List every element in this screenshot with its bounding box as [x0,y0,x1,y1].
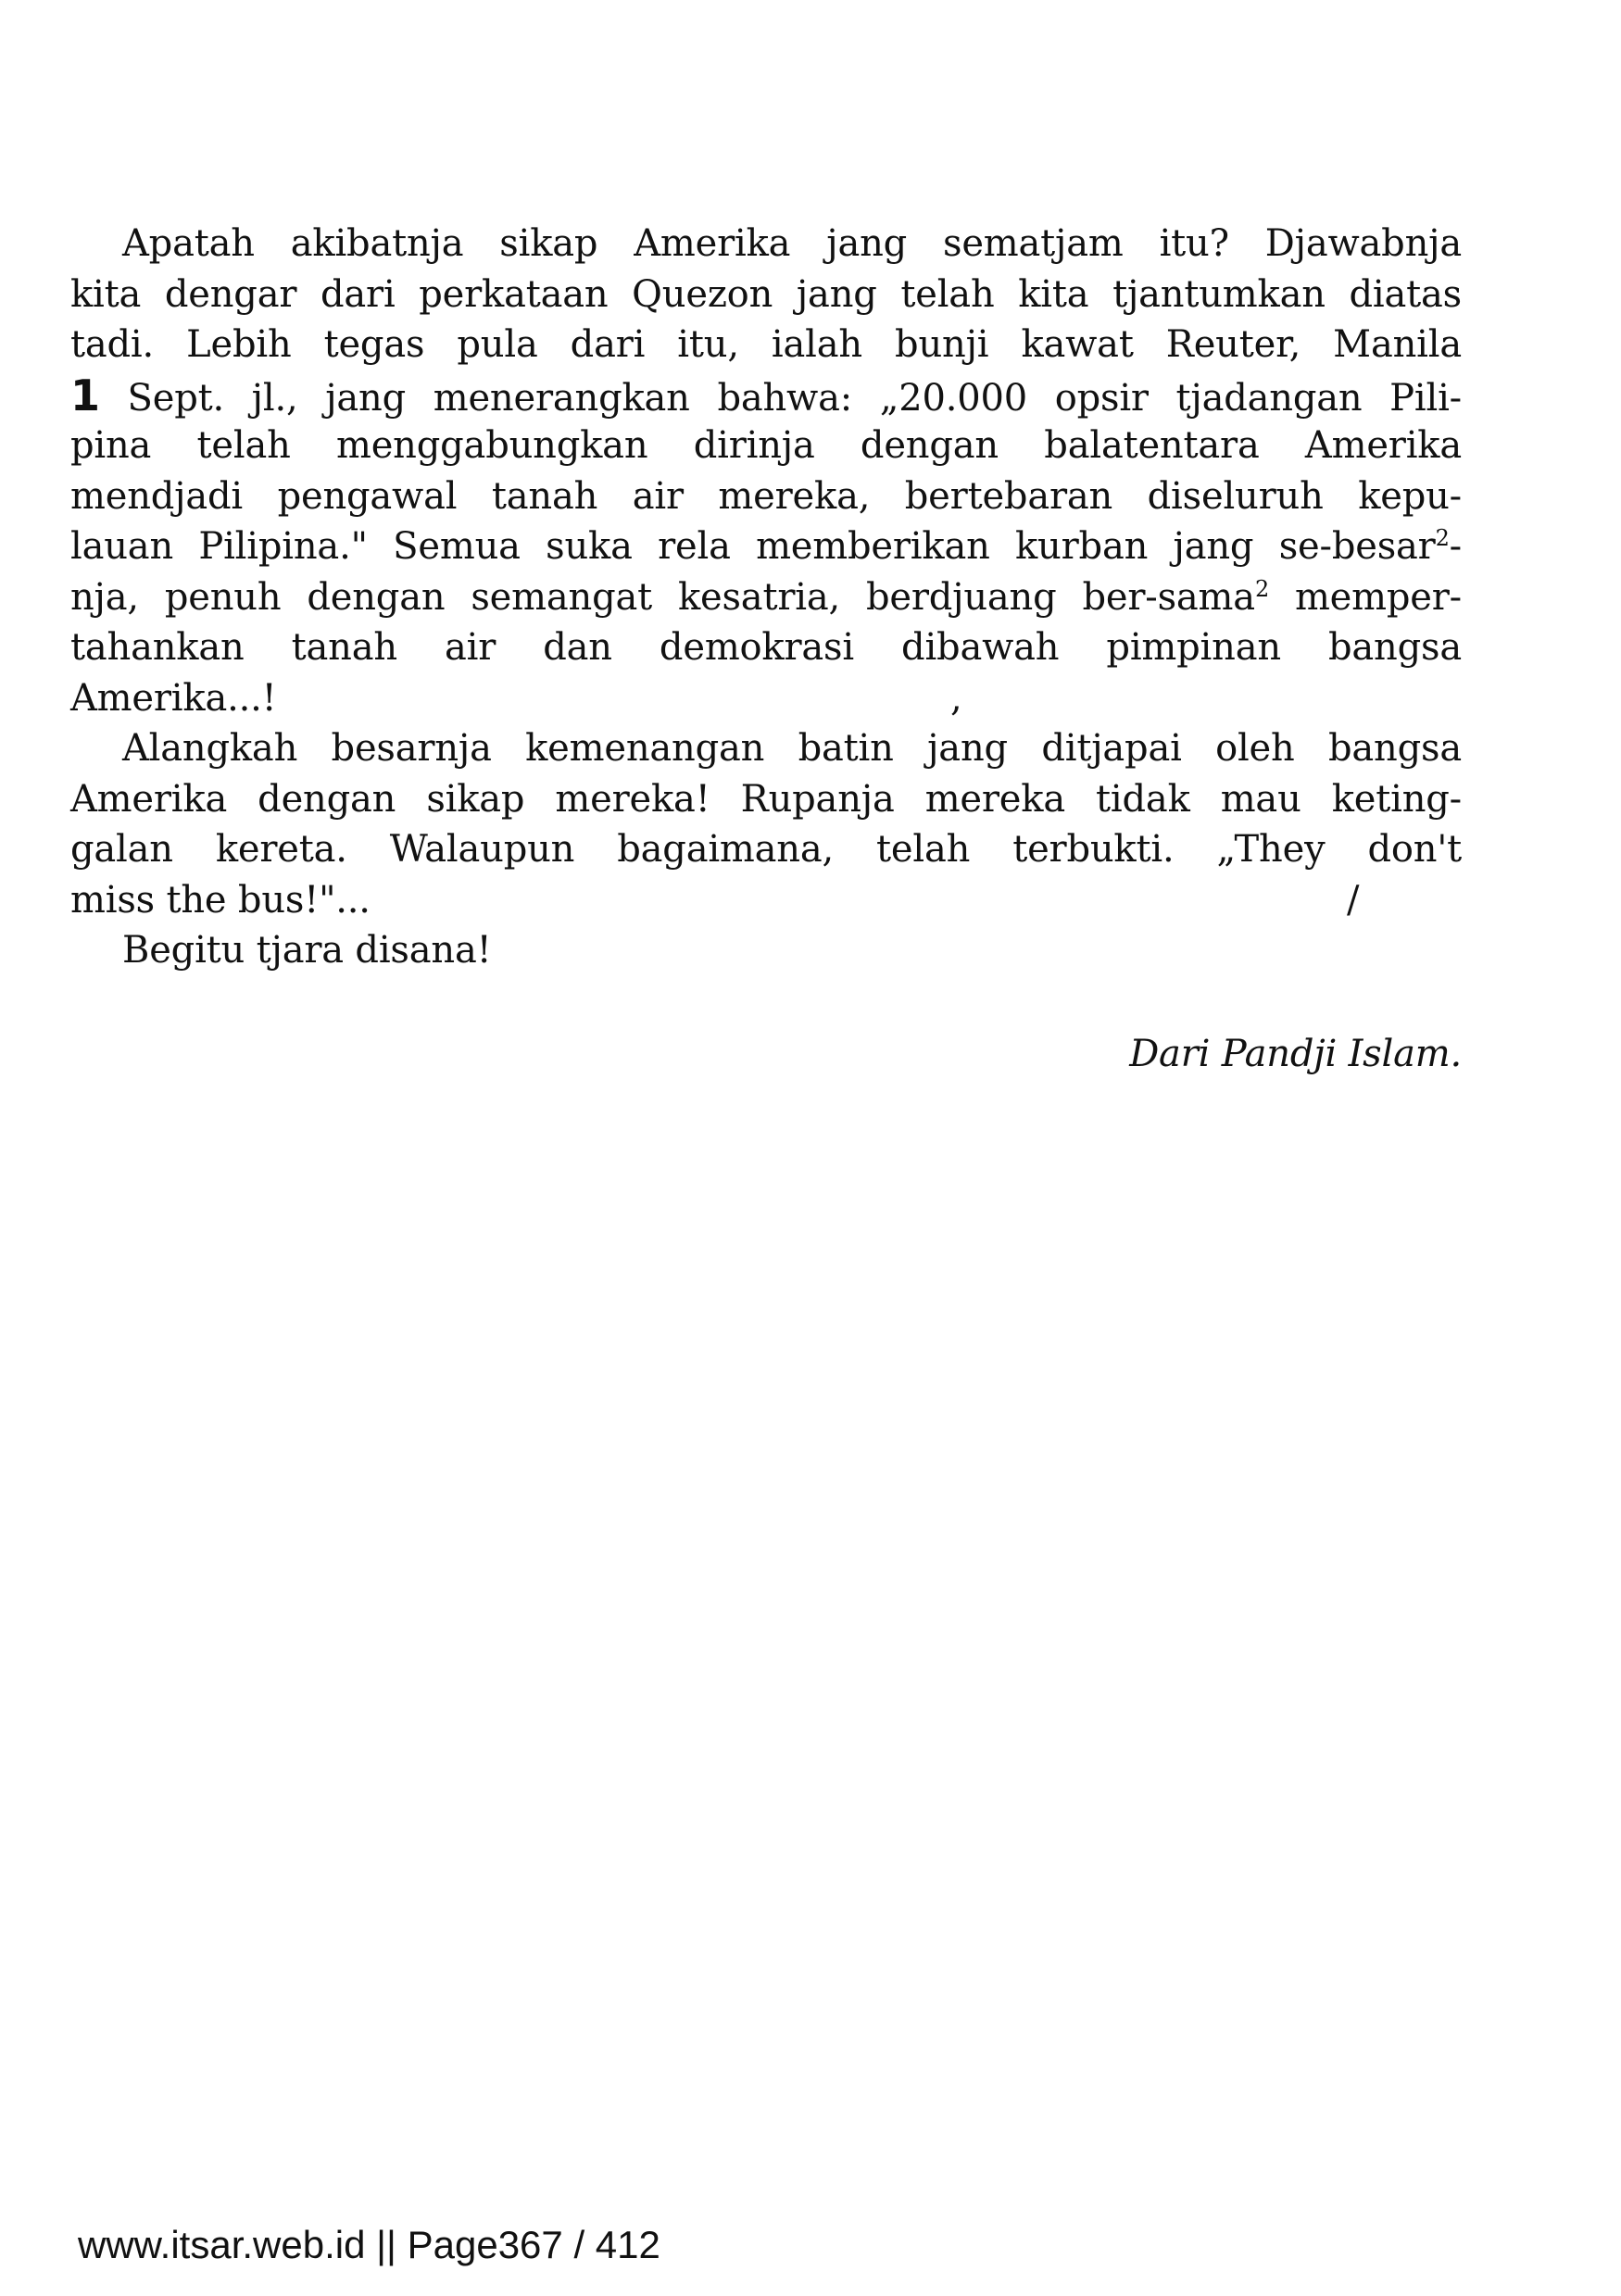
text-segment: miss the bus!"... [70,878,371,922]
stray-mark: , [950,676,962,720]
superscript: 2 [1435,525,1450,551]
text-line: galan kereta. Walaupun bagaimana, telah terbukti. „They don't [70,828,1462,871]
text-line [70,370,1462,421]
source-attribution: Dari Pandji Islam. [1129,1032,1462,1075]
text-segment: Sept. jl., jang menerangkan bahwa: „20.000 opsir tjadangan Pili- [127,376,1462,420]
text-line [70,673,1462,724]
stray-mark: / [1347,878,1360,922]
text-line: Amerika dengan sikap mereka! Rupanja mereka tidak mau keting- [70,777,1462,821]
text-line [70,875,1462,926]
text-line: pina telah menggabungkan dirinja dengan balatentara Amerika [70,424,1462,467]
text-line: tahankan tanah air dan demokrasi dibawah pimpinan bangsa [70,626,1462,669]
text-line [70,572,1462,623]
text-line: mendjadi pengawal tanah air mereka, bertebaran diseluruh kepu- [70,474,1462,518]
document-body [70,219,1462,1079]
text-line: Apatah akibatnja sikap Amerika jang sematjam itu? Djawabnja [122,222,1462,265]
signature-line [70,1029,1462,1080]
superscript: 2 [1254,575,1270,602]
page-footer: www.itsar.web.id || Page367 / 412 [78,2223,660,2266]
text-segment: nja, penuh dengan semangat kesatria, berdjuang ber-sama [70,575,1255,619]
date-number: 1 [70,370,100,420]
text-segment: Amerika...! [70,676,277,720]
paragraph-2 [70,723,1462,925]
text-segment: lauan Pilipina." Semua suka rela memberikan kurban jang se-besar [70,525,1436,568]
text-line [70,521,1462,572]
paragraph-3 [70,925,1462,976]
paragraph-1 [70,219,1462,723]
text-segment: - [1449,525,1462,568]
text-segment: memper- [1269,575,1462,619]
text-line: kita dengar dari perkataan Quezon jang telah kita tjantumkan diatas [70,272,1462,316]
text-line: Alangkah besarnja kemenangan batin jang ditjapai oleh bangsa [122,727,1462,770]
text-line: tadi. Lebih tegas pula dari itu, ialah bunji kawat Reuter, Manila [70,323,1462,366]
text-line: Begitu tjara disana! [122,929,492,972]
